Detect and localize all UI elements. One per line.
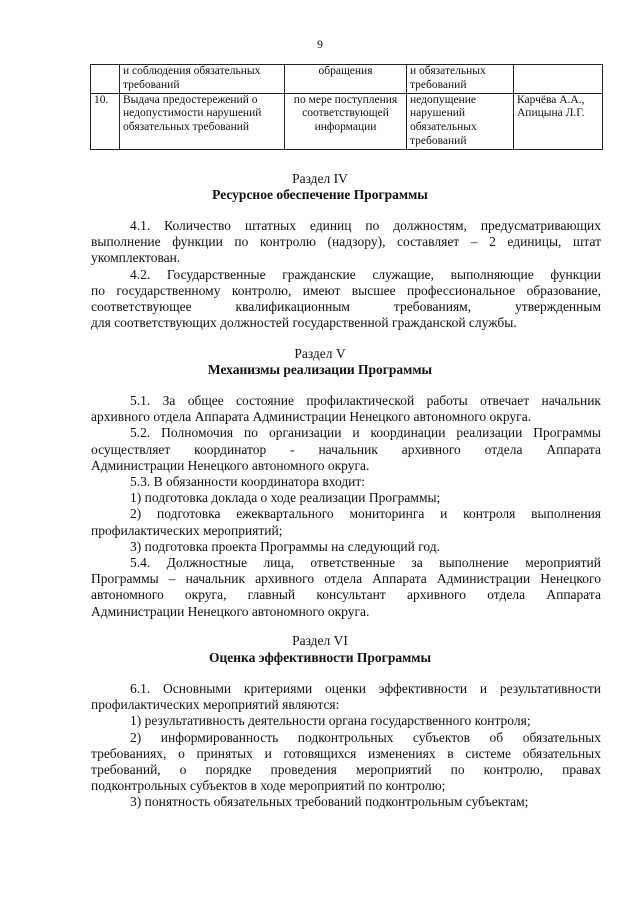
section-4-label: Раздел IV (292, 171, 348, 186)
paragraph-line: 5.3. В обязанности координатора входит: (130, 474, 366, 490)
paragraph-line: для соответствующих должностей государственной гражданской службы. (91, 315, 517, 331)
paragraph-line: 5.4. Должностные лица, ответственные за выполнение мероприятий (130, 555, 601, 571)
page-number: 9 (317, 37, 323, 51)
paragraph-line: 1) подготовка доклада о ходе реализации Программы; (130, 490, 441, 506)
paragraph-line: по государственному контролю, имеют высшее профессиональное образование, (91, 282, 601, 298)
table-cell: и обязательных требований (407, 65, 514, 94)
section-5-title: Механизмы реализации Программы (207, 362, 433, 377)
paragraph-line: автономного округа, главный консультант архивного отдела Аппарата (91, 587, 601, 603)
paragraph-line: 2) подготовка ежеквартального мониторинга и контроля выполнения (130, 506, 601, 522)
table-row (91, 65, 603, 94)
paragraph-line: 4.1. Количество штатных единиц по должностям, предусматривающих (130, 218, 601, 233)
paragraph-line: Администрации Ненецкого автономного округа. (91, 603, 370, 619)
table-cell: Карчёва А.А., Апицына Л.Г. (514, 93, 603, 149)
section-4-text (91, 218, 601, 331)
paragraph-line: 4.2. Государственные гражданские служащие, выполняющие функции (130, 266, 601, 282)
section-4-title: Ресурсное обеспечение Программы (212, 187, 428, 202)
table-cell: обращения (285, 65, 407, 94)
section-5-text (91, 393, 601, 620)
table-cell: и соблюдения обязательных требований (120, 65, 285, 94)
table-cell: по мере поступления соответствующей информации (285, 93, 407, 149)
paragraph-line: профилактических мероприятий являются: (91, 697, 340, 713)
section-6-title: Оценка эффективности Программы (208, 650, 432, 665)
paragraph-line: архивного отдела Аппарата Администрации Ненецкого автономного округа. (91, 409, 532, 425)
section-5-label: Раздел V (294, 346, 346, 361)
paragraph-line: Программы – начальник архивного отдела Аппарата Администрации Ненецкого (91, 571, 601, 587)
paragraph-line: подконтрольных субъектов в ходе мероприятий по контролю; (91, 778, 446, 794)
paragraph-line: 3) подготовка проекта Программы на следующий год. (130, 538, 441, 554)
paragraph-line: выполнение функции по контролю (надзору), составляет – 2 единицы, штат (91, 234, 601, 250)
paragraph-line: осуществляет координатор - начальник архивного отдела Аппарата (91, 441, 601, 457)
table-cell: недопущение нарушений обязательных требований (407, 93, 514, 149)
section-6-text (91, 681, 601, 811)
paragraph-line: 5.1. За общее состояние профилактической работы отвечает начальник (130, 393, 601, 408)
paragraph-line: профилактических мероприятий; (91, 522, 283, 538)
table-cell (514, 65, 603, 94)
section-6-label: Раздел VI (292, 633, 348, 648)
paragraph-line: соответствующее квалификационным требованиям, утвержденным (91, 299, 601, 315)
paragraph-line: 3) понятность обязательных требований подконтрольным субъектам; (130, 794, 529, 810)
table-cell: Выдача предостережений о недопустимости нарушений обязательных требований (120, 93, 285, 149)
paragraph-line: требований, о порядке проведения мероприятий по контролю, правах (91, 762, 601, 778)
table-cell (91, 65, 120, 94)
paragraph-line: 6.1. Основными критериями оценки эффективности и результативности (130, 681, 601, 696)
table-cell: 10. (91, 93, 120, 149)
paragraph-line: укомплектован. (91, 250, 181, 266)
paragraph-line: Администрации Ненецкого автономного округа. (91, 457, 370, 473)
paragraph-line: 2) информированность подконтрольных субъектов об обязательных (130, 729, 601, 745)
paragraph-line: требованиях, о принятых и готовящихся изменениях в системе обязательных (91, 745, 601, 761)
paragraph-line: 5.2. Полномочия по организации и координации реализации Программы (130, 425, 601, 441)
table-row (91, 93, 603, 149)
paragraph-line: 1) результативность деятельности органа государственного контроля; (130, 713, 531, 729)
activities-table (90, 64, 603, 150)
